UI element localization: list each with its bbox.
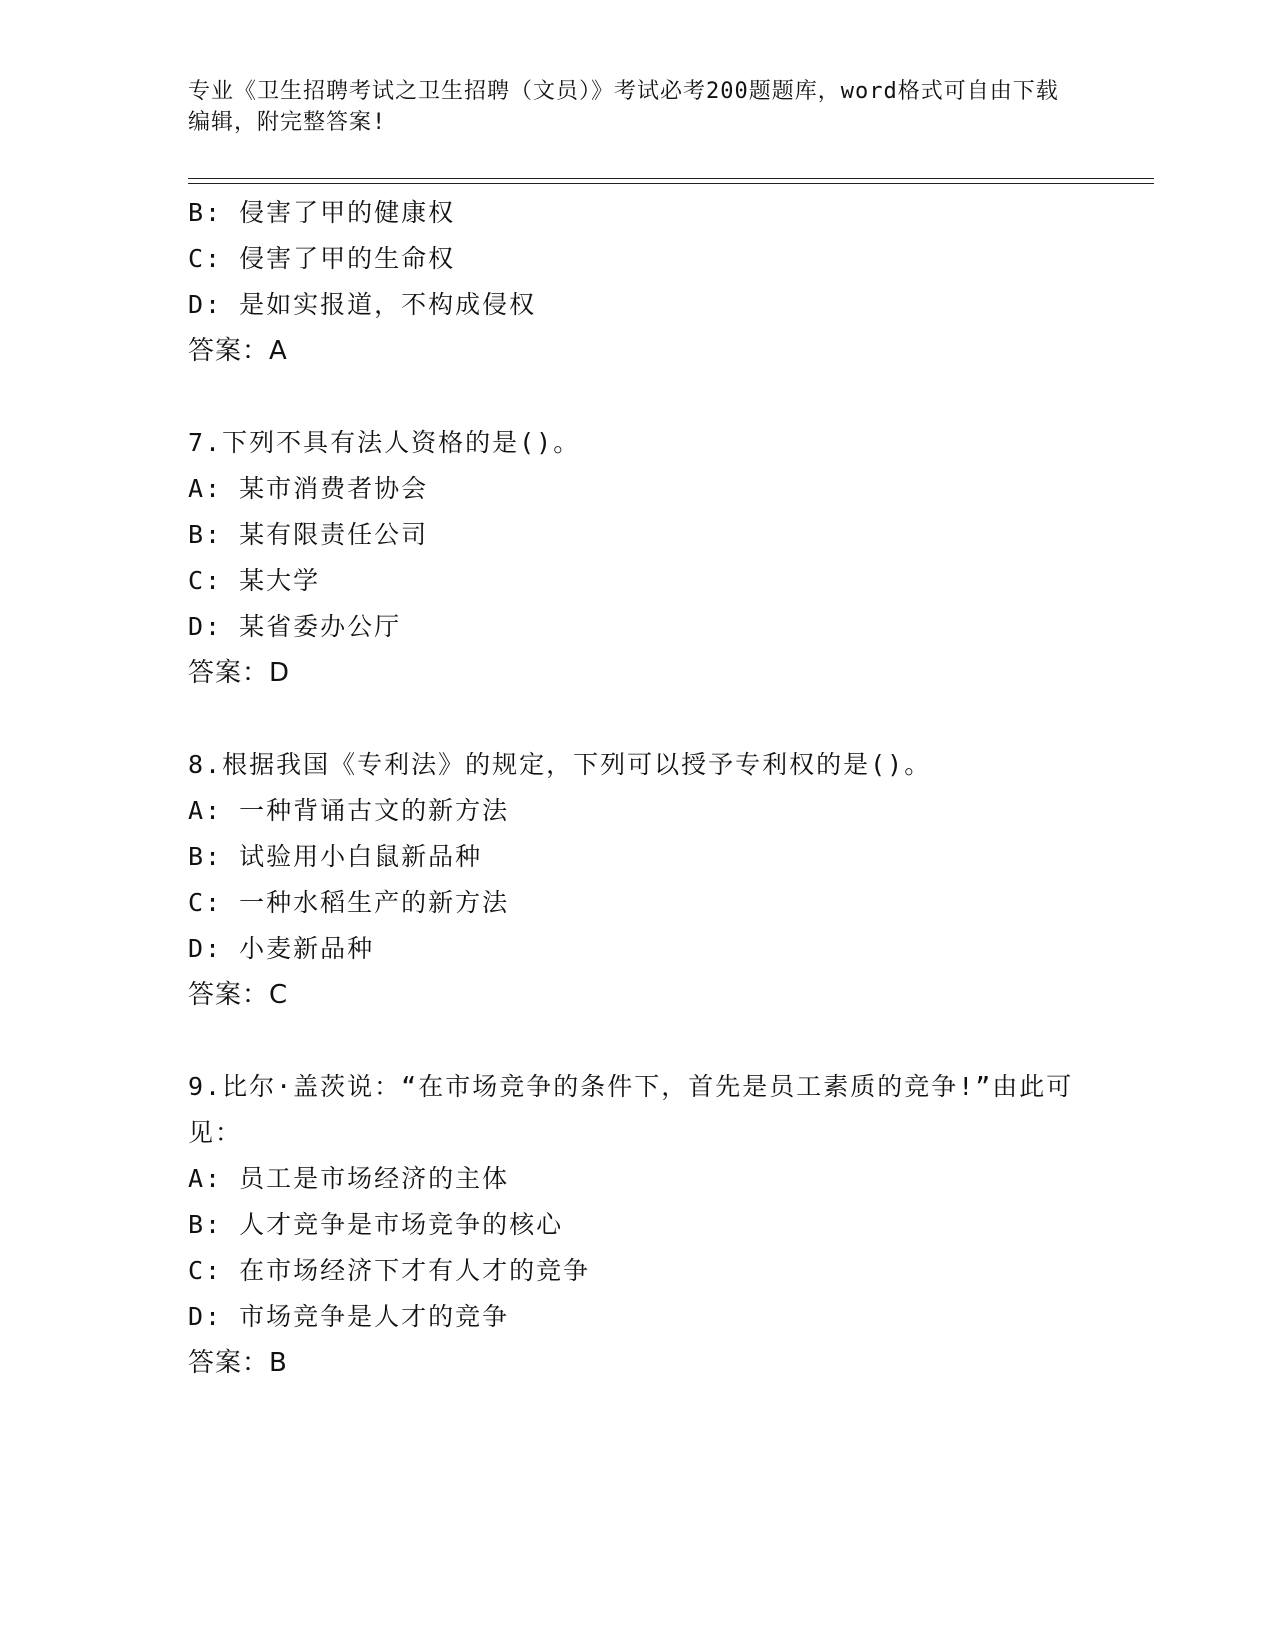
answer: 答案：D [188, 658, 291, 688]
option-c: C: 某大学 [188, 566, 321, 595]
option-b: B: 试验用小白鼠新品种 [188, 842, 483, 871]
option-a: A: 一种背诵古文的新方法 [188, 796, 510, 825]
option-c: C: 侵害了甲的生命权 [188, 244, 456, 273]
answer: 答案：B [188, 1348, 288, 1378]
header-rule-bottom [188, 183, 1154, 184]
question-8 [188, 742, 1148, 1018]
spacer [188, 696, 1148, 742]
option-d: D: 小麦新品种 [188, 934, 375, 963]
spacer [188, 374, 1148, 420]
option-c: C: 一种水稻生产的新方法 [188, 888, 510, 917]
option-b: B: 人才竞争是市场竞争的核心 [188, 1210, 564, 1239]
header-rule-top [188, 178, 1154, 179]
option-b: B: 侵害了甲的健康权 [188, 198, 456, 227]
question-6-continued [188, 190, 1148, 374]
answer: 答案：A [188, 336, 288, 366]
option-a: A: 某市消费者协会 [188, 474, 429, 503]
option-d: D: 是如实报道，不构成侵权 [188, 290, 537, 319]
question-9 [188, 1064, 1148, 1386]
question-list [188, 190, 1148, 1386]
option-c: C: 在市场经济下才有人才的竞争 [188, 1256, 591, 1285]
spacer [188, 1018, 1148, 1064]
question-7 [188, 420, 1148, 696]
option-b: B: 某有限责任公司 [188, 520, 429, 549]
question-title: 9.比尔·盖茨说：“在市场竞争的条件下，首先是员工素质的竞争!”由此可见： [188, 1072, 1074, 1147]
question-title: 7.下列不具有法人资格的是()。 [188, 428, 581, 457]
option-d: D: 市场竞争是人才的竞争 [188, 1302, 510, 1331]
question-title: 8.根据我国《专利法》的规定，下列可以授予专利权的是()。 [188, 750, 932, 779]
option-a: A: 员工是市场经济的主体 [188, 1164, 510, 1193]
document-header [188, 76, 1068, 138]
option-d: D: 某省委办公厅 [188, 612, 402, 641]
header-title: 专业《卫生招聘考试之卫生招聘（文员）》考试必考200题题库，word格式可自由下载编辑，附完整答案! [188, 79, 1059, 135]
answer: 答案：C [188, 980, 289, 1010]
